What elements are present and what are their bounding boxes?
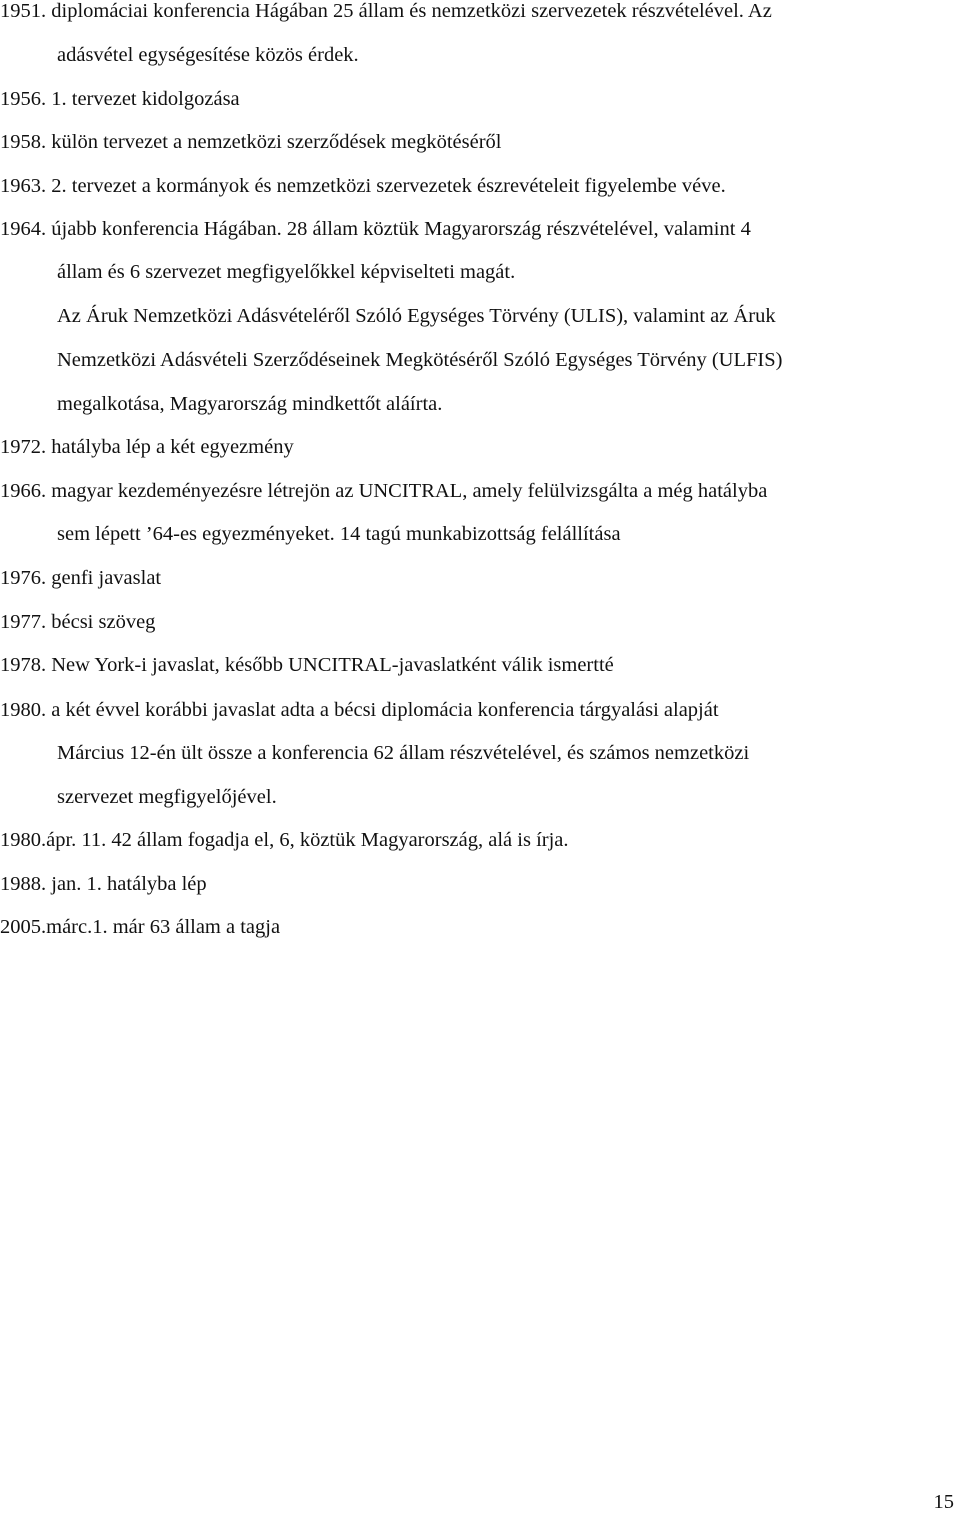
text-line-content: 1988. jan. 1. hatályba lép — [0, 873, 207, 895]
text-line — [0, 566, 161, 590]
text-line — [0, 828, 569, 852]
text-line — [0, 610, 155, 634]
text-line — [57, 260, 515, 284]
text-line-content: 1964. újabb konferencia Hágában. 28 állam köztük Magyarország részvételével, valamint 4 — [0, 218, 751, 240]
text-line-content: 1980.ápr. 11. 42 állam fogadja el, 6, köztük Magyarország, alá is írja. — [0, 829, 569, 851]
text-line — [0, 87, 240, 111]
text-line-content: 2005.márc.1. már 63 állam a tagja — [0, 916, 281, 938]
text-line-content: 1951. diplomáciai konferencia Hágában 25 állam és nemzetközi szervezetek részvételével. Az — [0, 0, 772, 22]
text-line — [0, 915, 280, 939]
text-line-content: Március 12-én ült össze a konferencia 62 állam részvételével, és számos nemzetközi — [57, 742, 750, 764]
text-line-content: 1977. bécsi szöveg — [0, 611, 156, 633]
text-line-content: állam és 6 szervezet megfigyelőkkel képviselteti magát. — [57, 261, 516, 283]
page-number: 15 — [933, 1491, 954, 1513]
text-line-content: sem lépett ’64-es egyezményeket. 14 tagú munkabizottság felállítása — [57, 523, 621, 545]
text-line-content: szervezet megfigyelőjével. — [57, 786, 277, 808]
text-line-content: 1956. 1. tervezet kidolgozása — [0, 88, 240, 110]
text-line — [0, 479, 767, 503]
text-line-content: 1972. hatályba lép a két egyezmény — [0, 436, 294, 458]
text-line — [57, 741, 749, 765]
text-line-content: 1966. magyar kezdeményezésre létrejön az UNCITRAL, amely felülvizsgálta a még hatályba — [0, 480, 768, 502]
text-line — [57, 785, 277, 809]
text-line — [0, 130, 501, 154]
text-line-content: adásvétel egységesítése közös érdek. — [57, 44, 359, 66]
text-line — [0, 698, 719, 722]
text-line — [0, 653, 614, 677]
text-line-content: 1978. New York-i javaslat, később UNCITRAL-javaslatként válik ismertté — [0, 654, 614, 676]
text-line-content: 1976. genfi javaslat — [0, 567, 162, 589]
text-line-content: megalkotása, Magyarország mindkettőt aláírta. — [57, 393, 443, 415]
text-line — [57, 348, 782, 372]
text-line — [0, 174, 726, 198]
text-line-content: 1980. a két évvel korábbi javaslat adta a bécsi diplomácia konferencia tárgyalási alapját — [0, 699, 719, 721]
text-line-content: 1958. külön tervezet a nemzetközi szerződések megkötéséről — [0, 131, 502, 153]
text-line — [0, 872, 207, 896]
text-line-content: Az Áruk Nemzetközi Adásvételéről Szóló Egységes Törvény (ULIS), valamint az Áruk — [57, 305, 776, 327]
text-line-content: 1963. 2. tervezet a kormányok és nemzetközi szervezetek észrevételeit figyelembe véve. — [0, 175, 726, 197]
text-line — [0, 217, 956, 241]
text-line — [0, 0, 956, 23]
text-line — [57, 43, 359, 67]
text-line — [0, 435, 294, 459]
text-line — [57, 522, 621, 546]
text-line — [57, 304, 776, 328]
text-line — [57, 392, 442, 416]
text-line-content: Nemzetközi Adásvételi Szerződéseinek Megkötéséről Szóló Egységes Törvény (ULFIS) — [57, 349, 783, 371]
